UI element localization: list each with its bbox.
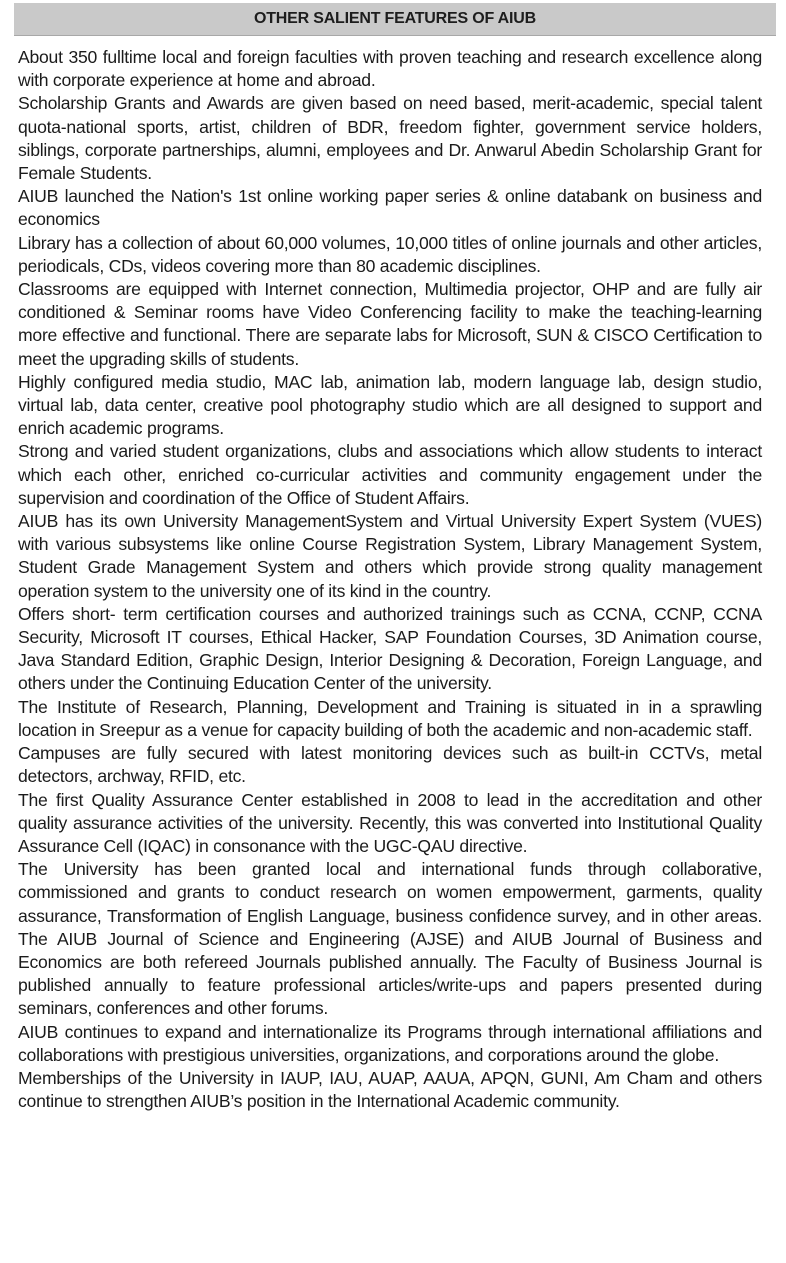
feature-paragraph-campus-security: Campuses are fully secured with latest monitoring devices such as built-in CCTVs, metal detectors, archway, RFID, etc. bbox=[18, 743, 762, 787]
feature-paragraph-faculty: About 350 fulltime local and foreign faculties with proven teaching and research excellence along with corporate experience at home and abroad. bbox=[18, 47, 762, 91]
feature-paragraph-scholarship: Scholarship Grants and Awards are given based on need based, merit-academic, special talent quota-national sports, artist, children of BDR, freedom fighter, government service holders, siblings, corporate partnerships, alumni, employees and Dr. Anwarul Abedin Scholarship Grant for Female Students. bbox=[18, 93, 762, 184]
feature-paragraph-management-system: AIUB has its own University ManagementSystem and Virtual University Expert System (VUES) with various subsystems like online Course Registration System, Library Management System, Student Grade Management System and others which provide strong quality management operation system to the university one of its kind in the country. bbox=[18, 511, 762, 601]
feature-paragraph-student-organizations: Strong and varied student organizations, clubs and associations which allow students to interact which each other, enriched co-curricular activities and community engagement under the supervision and coordination of the Office of Student Affairs. bbox=[18, 441, 762, 508]
section-header-bar bbox=[14, 3, 776, 36]
feature-paragraph-internationalization: AIUB continues to expand and internationalize its Programs through international affiliations and collaborations with prestigious universities, organizations, and corporations around the globe. bbox=[18, 1021, 762, 1065]
features-list bbox=[18, 46, 762, 1113]
feature-paragraph-research-funds: The University has been granted local and international funds through collaborative, commissioned and grants to conduct research on women empowerment, garments, quality assurance, Transformation of English Language, business confidence survey, and in other areas. The AIUB Journal of Science and Engineering (AJSE) and AIUB Journal of Business and Economics are both refereed Journals published annually. The Faculty of Business Journal is published annually to feature professional articles/write-ups and papers presented during seminars, conferences and other forums. bbox=[18, 859, 762, 1019]
feature-paragraph-media-studio: Highly configured media studio, MAC lab, animation lab, modern language lab, design studio, virtual lab, data center, creative pool photography studio which are all designed to support and enrich academic programs. bbox=[18, 371, 762, 439]
section-title: OTHER SALIENT FEATURES OF AIUB bbox=[253, 10, 536, 27]
feature-paragraph-classrooms: Classrooms are equipped with Internet connection, Multimedia projector, OHP and are fully air conditioned & Seminar rooms have Video Conferencing facility to make the teaching-learning more effective and functional. There are separate labs for Microsoft, SUN & CISCO Certification to meet the upgrading skills of students. bbox=[18, 279, 762, 369]
feature-paragraph-memberships: Memberships of the University in IAUP, IAU, AUAP, AAUA, APQN, GUNI, Am Cham and others continue to strengthen AIUB’s position in the International Academic community. bbox=[18, 1067, 762, 1112]
feature-paragraph-library: Library has a collection of about 60,000 volumes, 10,000 titles of online journals and other articles, periodicals, CDs, videos covering more than 80 academic disciplines. bbox=[18, 232, 762, 276]
feature-paragraph-quality-assurance: The first Quality Assurance Center established in 2008 to lead in the accreditation and other quality assurance activities of the university. Recently, this was converted into Institutional Quality Assurance Cell (IQAC) in consonance with the UGC-QAU directive. bbox=[18, 789, 762, 856]
feature-paragraph-certification-courses: Offers short- term certification courses and authorized trainings such as CCNA, CCNP, CCNA Security, Microsoft IT courses, Ethical Hacker, SAP Foundation Courses, 3D Animation course, Java Standard Edition, Graphic Design, Interior Designing & Decoration, Foreign Language, and others under the Continuing Education Center of the university. bbox=[18, 603, 762, 694]
feature-paragraph-working-paper: AIUB launched the Nation's 1st online working paper series & online databank on business and economics bbox=[18, 186, 762, 230]
feature-paragraph-research-institute: The Institute of Research, Planning, Development and Training is situated in in a sprawling location in Sreepur as a venue for capacity building of both the academic and non-academic staff. bbox=[18, 696, 762, 740]
